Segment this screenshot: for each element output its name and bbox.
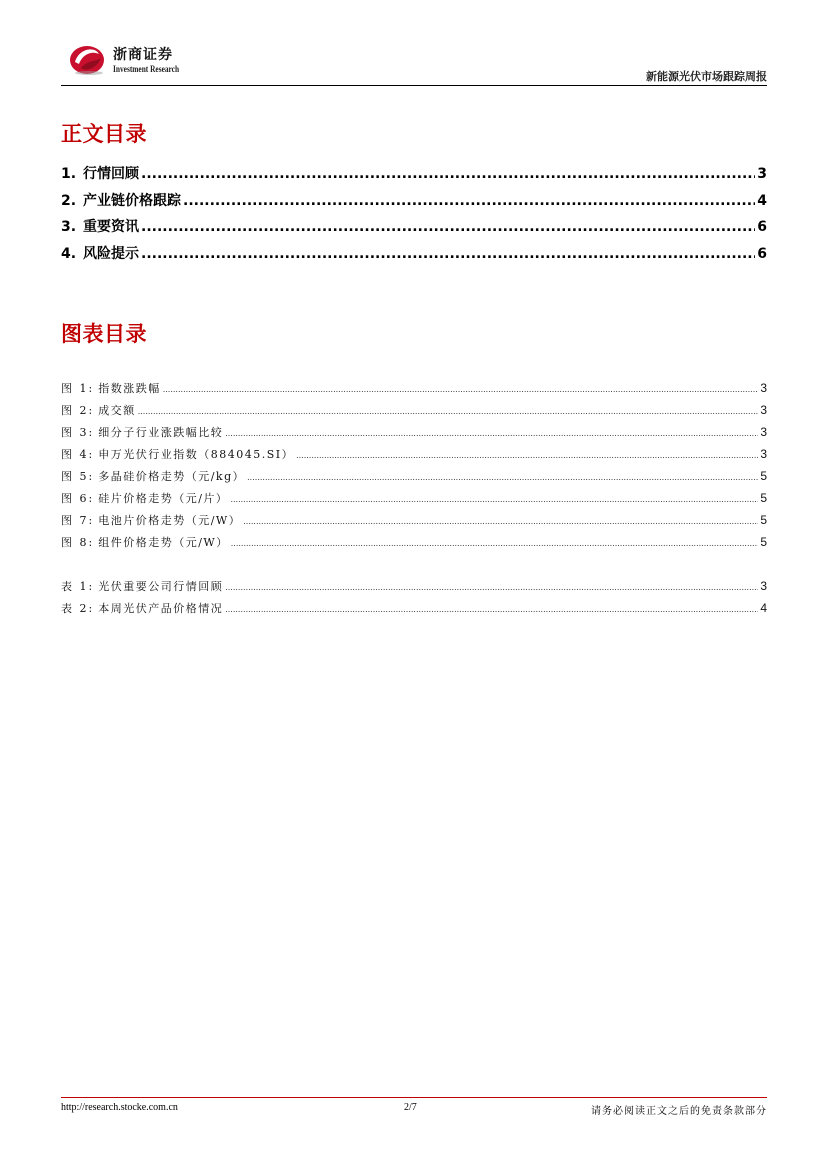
chart-title: 指数涨跌幅 xyxy=(98,382,161,395)
chart-title: 电池片价格走势（元/W） xyxy=(98,514,242,527)
brand-name-cn: 浙商证券 xyxy=(113,47,173,63)
chart-entry[interactable]: 图 8 : 组件价格走势（元/W） ..... 5 xyxy=(61,534,767,556)
dot-leader xyxy=(141,219,755,235)
footer-disclaimer: 请务必阅读正文之后的免责条款部分 xyxy=(591,1106,767,1117)
report-title: 新能源光伏市场跟踪周报 xyxy=(646,70,767,83)
table-entry[interactable]: 表 2 : 本周光伏产品价格情况 ..... 4 xyxy=(61,600,767,622)
toc-entry-number: 3. xyxy=(61,219,77,235)
table-label: 表 1 xyxy=(61,580,89,593)
brand-name-en: Investment Research xyxy=(113,64,180,74)
toc-entry[interactable] xyxy=(61,163,767,190)
footer-divider xyxy=(61,1097,767,1098)
dot-leader xyxy=(163,385,759,394)
chart-entry[interactable]: 图 7 : 电池片价格走势（元/W） ..... 5 xyxy=(61,512,767,534)
chart-entry[interactable]: 图 6 : 硅片价格走势（元/片） ..... 5 xyxy=(61,490,767,512)
table-title: 本周光伏产品价格情况 xyxy=(98,602,224,615)
toc-entry-title: 行情回顾 xyxy=(83,166,139,182)
table-title: 光伏重要公司行情回顾 xyxy=(98,580,224,593)
chart-title: 细分子行业涨跌幅比较 xyxy=(98,426,224,439)
chart-title: 申万光伏行业指数（884045.SI） xyxy=(98,448,295,461)
chart-label: 图 4 xyxy=(61,448,89,461)
toc-entry-page: 6 xyxy=(757,245,767,262)
zheshang-logo-icon xyxy=(67,40,107,76)
dot-leader xyxy=(247,473,758,482)
toc-entry-number: 1. xyxy=(61,166,77,182)
list-spacer xyxy=(61,556,767,578)
dot-leader xyxy=(243,517,758,526)
table-entry[interactable]: 表 1 : 光伏重要公司行情回顾 ..... 3 xyxy=(61,578,767,600)
chart-page: 3 xyxy=(760,381,767,395)
figures-list xyxy=(61,380,767,622)
chart-page: 5 xyxy=(760,469,767,483)
footer-page-number: 2/7 xyxy=(404,1102,417,1113)
figures-heading: 图表目录 xyxy=(61,322,147,346)
chart-entry[interactable]: 图 2 : 成交额 ..... 3 xyxy=(61,402,767,424)
chart-entry[interactable]: 图 1 : 指数涨跌幅 ..... 3 xyxy=(61,380,767,402)
chart-page: 5 xyxy=(760,513,767,527)
toc-entry-page: 6 xyxy=(757,219,767,235)
chart-label: 图 8 xyxy=(61,536,89,549)
chart-title: 多晶硅价格走势（元/kg） xyxy=(98,470,246,483)
toc-entry[interactable] xyxy=(61,243,767,270)
dot-leader xyxy=(225,583,758,592)
dot-leader xyxy=(296,451,758,460)
dot-leader xyxy=(225,605,758,614)
toc-entry-page: 3 xyxy=(757,166,767,182)
chart-label: 图 2 xyxy=(61,404,89,417)
chart-entry[interactable]: 图 3 : 细分子行业涨跌幅比较 ..... 3 xyxy=(61,424,767,446)
dot-leader xyxy=(230,495,758,504)
chart-label: 图 3 xyxy=(61,426,89,439)
toc-entry-title: 风险提示 xyxy=(83,245,139,262)
toc-heading: 正文目录 xyxy=(61,122,147,146)
table-page: 3 xyxy=(760,579,767,593)
page-header xyxy=(61,38,767,88)
chart-entry[interactable]: 图 5 : 多晶硅价格走势（元/kg） ..... 5 xyxy=(61,468,767,490)
table-label: 表 2 xyxy=(61,602,89,615)
chart-title: 成交额 xyxy=(98,404,136,417)
toc-entry-title: 产业链价格跟踪 xyxy=(83,192,181,209)
toc-list xyxy=(61,163,767,269)
chart-page: 5 xyxy=(760,535,767,549)
chart-label: 图 1 xyxy=(61,382,89,395)
chart-page: 5 xyxy=(760,491,767,505)
toc-entry-number: 4. xyxy=(61,245,77,262)
chart-title: 组件价格走势（元/W） xyxy=(98,536,229,549)
chart-page: 3 xyxy=(760,425,767,439)
header-divider xyxy=(61,85,767,86)
dot-leader xyxy=(231,539,759,548)
dot-leader xyxy=(141,166,755,182)
dot-leader xyxy=(183,193,755,209)
dot-leader xyxy=(138,407,759,416)
toc-entry-number: 2. xyxy=(61,192,77,209)
chart-entry[interactable]: 图 4 : 申万光伏行业指数（884045.SI） ..... 3 xyxy=(61,446,767,468)
chart-title: 硅片价格走势（元/片） xyxy=(98,492,229,505)
chart-label: 图 6 xyxy=(61,492,89,505)
dot-leader xyxy=(141,246,755,262)
footer-url[interactable]: http://research.stocke.com.cn xyxy=(61,1102,178,1113)
toc-entry[interactable] xyxy=(61,216,767,243)
chart-page: 3 xyxy=(760,403,767,417)
dot-leader xyxy=(225,429,758,438)
table-page: 4 xyxy=(760,601,767,615)
chart-label: 图 5 xyxy=(61,470,89,483)
toc-entry-page: 4 xyxy=(757,192,767,209)
chart-page: 3 xyxy=(760,447,767,461)
toc-entry[interactable] xyxy=(61,190,767,217)
chart-label: 图 7 xyxy=(61,514,89,527)
toc-entry-title: 重要资讯 xyxy=(83,219,139,235)
